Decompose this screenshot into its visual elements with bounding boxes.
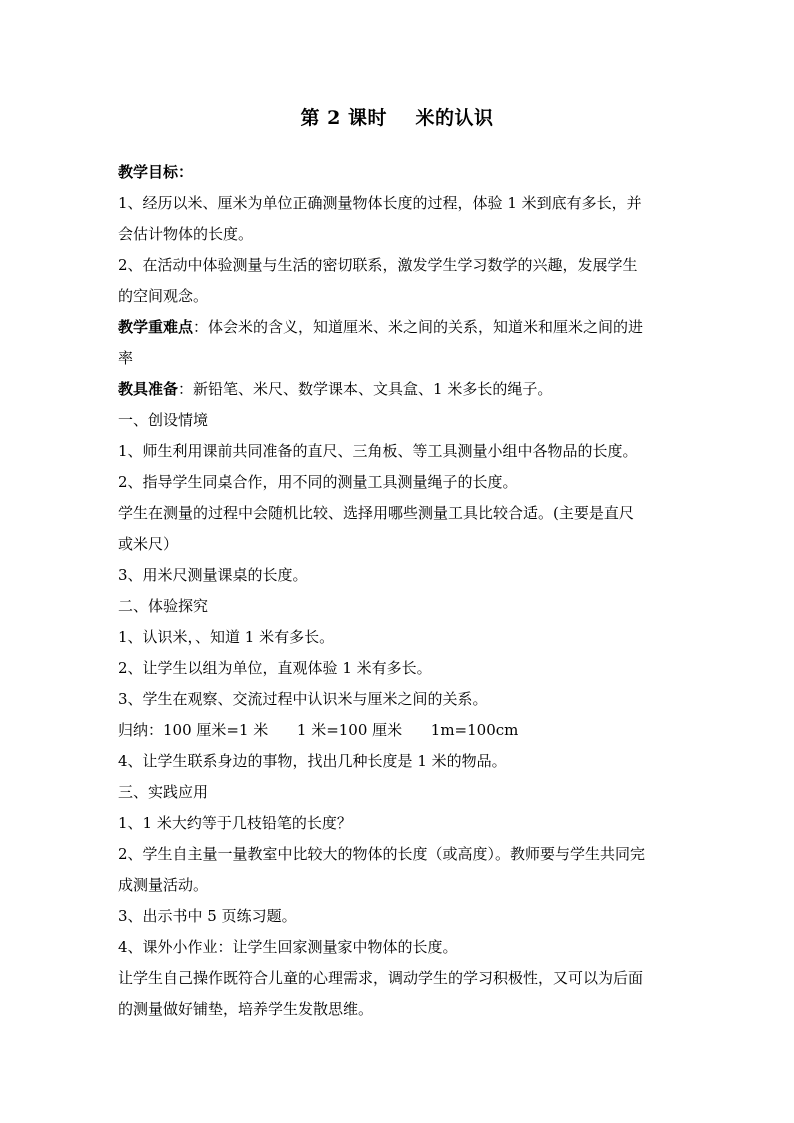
section-3-item-3: 3、出示书中 5 页练习题。 <box>118 907 297 925</box>
section-3-heading: 三、实践应用 <box>118 783 209 801</box>
section-2-heading: 二、体验探究 <box>118 597 209 615</box>
goal-item-2-line-1: 2、在活动中体验测量与生活的密切联系，激发学生学习数学的兴趣，发展学生 <box>118 256 638 274</box>
document-body <box>118 157 678 1025</box>
section-2-summary: 归纳：100 厘米=1 米 1 米=100 厘米 1m=100cm <box>118 721 519 739</box>
section-2-item-3: 3、学生在观察、交流过程中认识米与厘米之间的关系。 <box>118 690 488 708</box>
materials-label: 教具准备 <box>118 380 179 398</box>
materials-line <box>118 374 678 405</box>
section-3-item-2-line-2: 成测量活动。 <box>118 876 209 894</box>
section-3-note-line-2: 的测量做好铺垫，培养学生发散思维。 <box>118 1000 374 1018</box>
key-points-line-1 <box>118 312 678 343</box>
goal-item-1-line-1: 1、经历以米、厘米为单位正确测量物体长度的过程，体验 1 米到底有多长，并 <box>118 194 642 212</box>
key-points-line-2: 率 <box>118 349 134 367</box>
key-points-label: 教学重难点 <box>118 318 194 336</box>
section-1-item-3: 3、用米尺测量课桌的长度。 <box>118 566 308 584</box>
section-2-item-1: 1、认识米，、知道 1 米有多长。 <box>118 628 335 646</box>
goal-item-2-line-2: 的空间观念。 <box>118 287 209 305</box>
page-title: 第 2 课时 米的认识 <box>300 107 494 129</box>
section-3-note-line-1: 让学生自己操作既符合儿童的心理需求，调动学生的学习积极性，又可以为后面 <box>118 969 644 987</box>
goal-item-1-line-2: 会估计物体的长度。 <box>118 225 254 243</box>
goals-heading: 教学目标： <box>118 163 194 181</box>
section-1-note-line-1: 学生在测量的过程中会随机比较、选择用哪些测量工具比较合适。(主要是直尺 <box>118 504 634 522</box>
section-1-heading: 一、创设情境 <box>118 411 209 429</box>
section-3-item-1: 1、1 米大约等于几枝铅笔的长度？ <box>118 814 352 832</box>
section-3-item-4: 4、课外小作业：让学生回家测量家中物体的长度。 <box>118 938 458 956</box>
section-1-item-2: 2、指导学生同桌合作，用不同的测量工具测量绳子的长度。 <box>118 473 518 491</box>
key-points-text: ：体会米的含义，知道厘米、米之间的关系，知道米和厘米之间的进 <box>193 318 644 336</box>
section-2-item-4: 4、让学生联系身边的事物，找出几种长度是 1 米的物品。 <box>118 752 507 770</box>
section-3-item-2-line-1: 2、学生自主量一量教室中比较大的物体的长度（或高度）。教师要与学生共同完 <box>118 845 646 863</box>
section-2-item-2: 2、让学生以组为单位，直观体验 1 米有多长。 <box>118 659 432 677</box>
section-1-note-line-2: 或米尺） <box>118 535 179 553</box>
section-1-item-1: 1、师生利用课前共同准备的直尺、三角板、等工具测量小组中各物品的长度。 <box>118 442 638 460</box>
materials-text: ：新铅笔、米尺、数学课本、文具盒、1 米多长的绳子。 <box>178 380 553 398</box>
